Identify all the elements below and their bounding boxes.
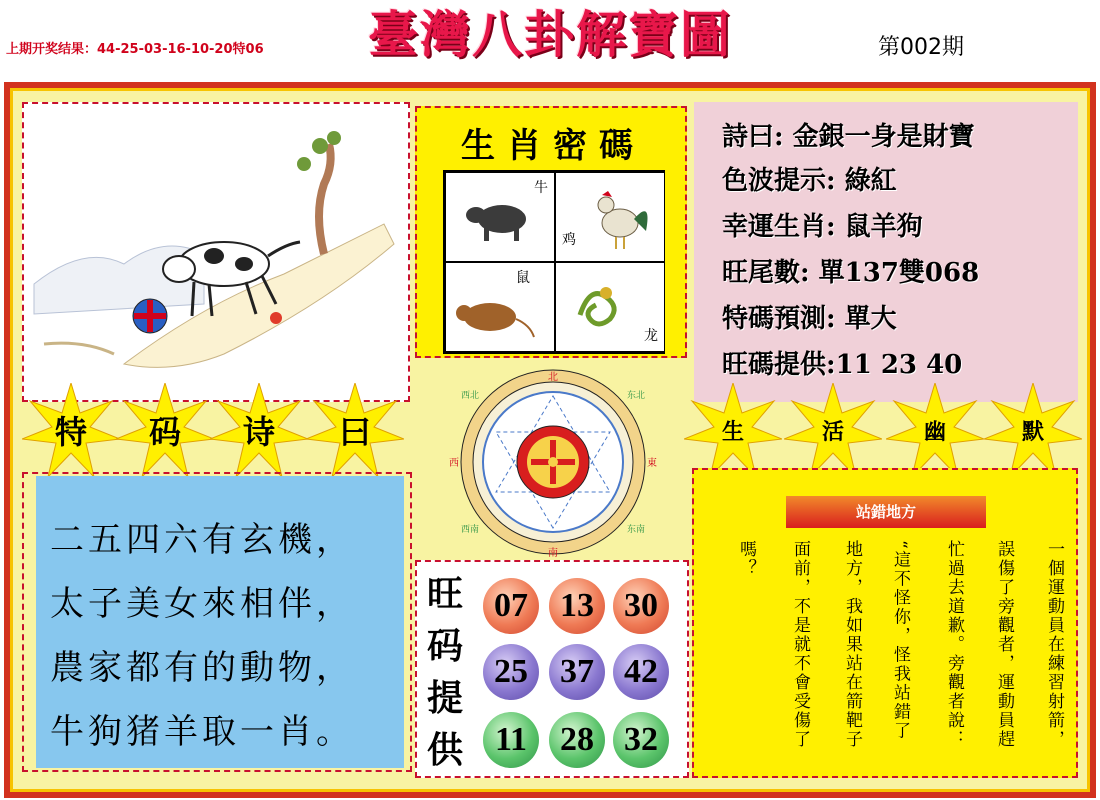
last-result-text: 上期开奖结果：44-25-03-16-10-20特06 (6, 42, 264, 57)
wheel-label-southwest: 西南 (460, 525, 480, 535)
star-label: 特 (54, 413, 87, 451)
number-ball: 07 (483, 578, 539, 634)
star-badge (306, 383, 404, 481)
zodiac-cell-rat (445, 262, 555, 352)
zodiac-grid (443, 170, 665, 354)
page-title: 臺灣八卦解寶圖 (368, 5, 732, 64)
number-ball: 11 (483, 712, 539, 768)
star-badge (784, 383, 882, 481)
story-column: 誤傷了旁觀者，運動員趕 (994, 540, 1014, 749)
story-column: 一個運動員在練習射箭， (1044, 540, 1064, 749)
zodiac-cell-label: 牛 (534, 180, 548, 196)
star-label: 默 (1021, 419, 1044, 445)
illustration-panel (22, 102, 410, 402)
zodiac-code-panel (415, 106, 687, 358)
info-line-color-hint: 色波提示: 綠紅 (722, 166, 897, 196)
number-ball: 30 (613, 578, 669, 634)
zodiac-cell-ox (445, 172, 555, 262)
wheel-label-northwest: 西北 (460, 391, 480, 401)
zodiac-cell-rooster (555, 172, 665, 262)
story-column: 嗎？ (736, 540, 756, 578)
hot-numbers-panel (415, 560, 689, 778)
bagua-wheel (446, 366, 660, 558)
star-label: 活 (821, 419, 844, 445)
star-label: 幽 (923, 419, 946, 445)
number-ball: 28 (549, 712, 605, 768)
story-column: 面前，不是就不會受傷了 (790, 540, 810, 749)
wheel-label-southeast: 东南 (626, 525, 646, 535)
issue-number: 第002期 (878, 35, 964, 60)
info-line-tail-numbers: 旺尾數: 單137雙068 (722, 258, 980, 288)
hint-info-panel (694, 102, 1078, 402)
zodiac-cell-label: 鼠 (516, 270, 530, 286)
number-ball: 13 (549, 578, 605, 634)
humor-story-panel (692, 468, 1078, 778)
info-line-poem: 詩曰: 金銀一身是財寶 (722, 122, 975, 152)
poem-line: 農家都有的動物， (50, 648, 354, 688)
star-label: 曰 (338, 413, 371, 451)
wheel-label-west: 西 (449, 458, 459, 469)
star-label: 诗 (242, 413, 275, 451)
wheel-label-south: 南 (548, 548, 558, 558)
star-label: 生 (721, 419, 744, 445)
zodiac-title: 生肖密碼 (461, 126, 645, 166)
story-column: 地方，我如果站在箭靶子 (842, 540, 862, 749)
number-ball: 37 (549, 644, 605, 700)
info-line-hot-numbers: 旺碼提供:11 23 40 (722, 350, 963, 380)
star-badge (116, 383, 214, 481)
story-column: “這不怪你，怪我站錯了 (890, 540, 910, 741)
star-label: 码 (148, 413, 181, 451)
star-badge (684, 383, 782, 481)
number-ball: 42 (613, 644, 669, 700)
poem-line: 二五四六有玄機， (50, 520, 354, 560)
wheel-label-east: 東 (647, 458, 657, 469)
zodiac-cell-label: 鸡 (562, 232, 576, 248)
wheel-label-north: 北 (548, 372, 558, 383)
ox-icon (464, 195, 534, 245)
poem-line: 太子美女來相伴， (50, 584, 354, 624)
info-line-prediction: 特碼預測: 單大 (722, 304, 897, 334)
dragon-icon (570, 275, 630, 335)
star-badge (984, 383, 1082, 481)
star-badge (22, 383, 120, 481)
star-badge (210, 383, 308, 481)
hot-numbers-label: 旺码提供 (427, 573, 464, 771)
story-title: 站錯地方 (786, 496, 986, 528)
number-ball: 25 (483, 644, 539, 700)
story-column: 忙過去道歉。旁觀者說： (944, 540, 964, 749)
zodiac-cell-label: 龙 (644, 328, 658, 344)
number-ball: 32 (613, 712, 669, 768)
dog-ball-illustration (24, 104, 408, 400)
zodiac-cell-dragon (555, 262, 665, 352)
info-line-lucky-zodiac: 幸運生肖: 鼠羊狗 (722, 212, 923, 242)
poem-line: 牛狗猪羊取一肖。 (50, 712, 354, 752)
wheel-label-northeast: 东北 (626, 391, 646, 401)
star-badge (886, 383, 984, 481)
rat-icon (450, 291, 540, 341)
rooster-icon (586, 183, 656, 253)
